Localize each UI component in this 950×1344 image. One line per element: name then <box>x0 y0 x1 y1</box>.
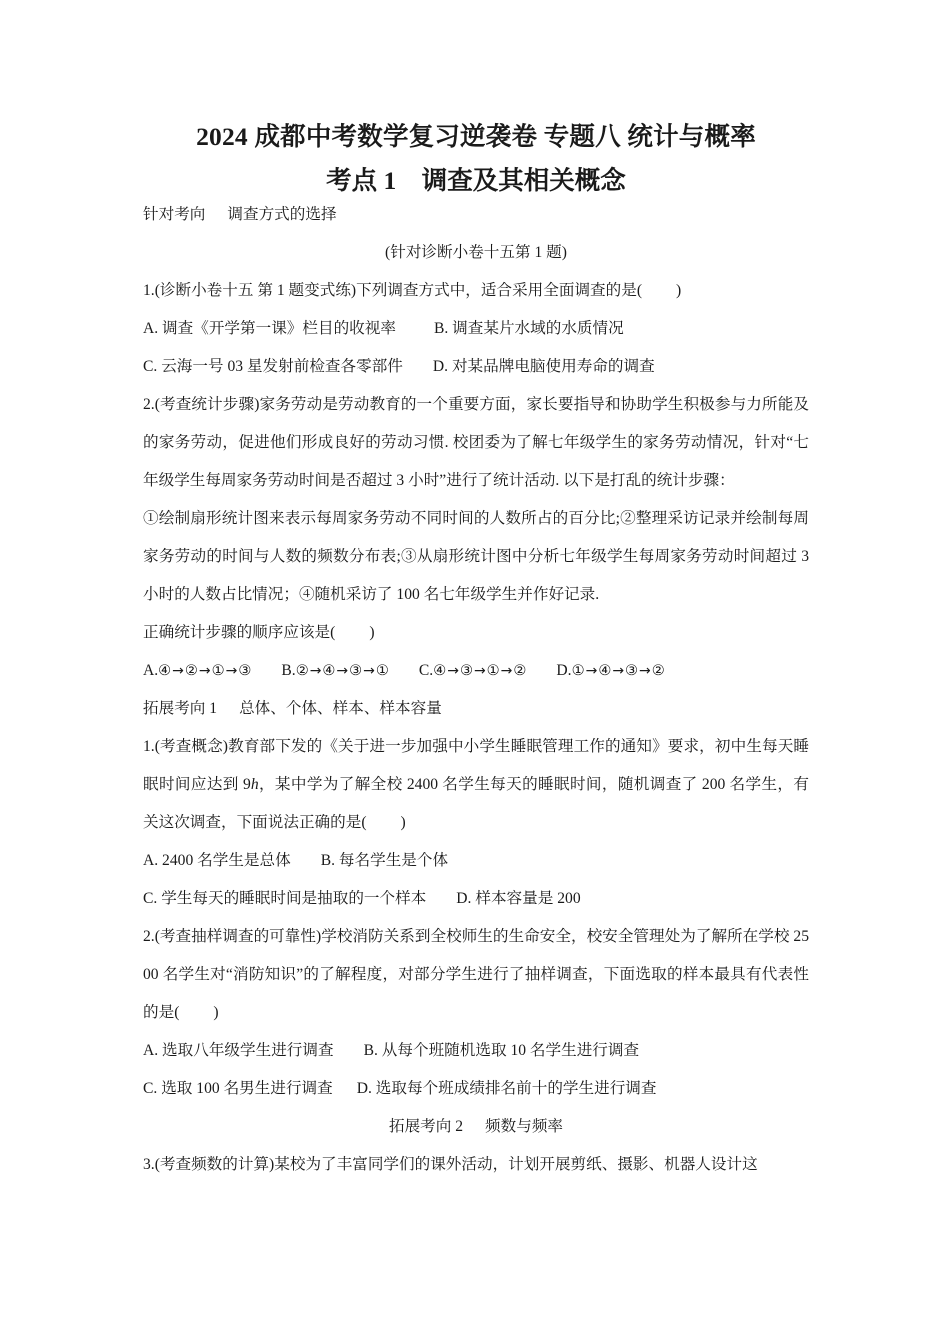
circled-number: ④ <box>322 663 336 680</box>
source-note: (针对诊断小卷十五第 1 题) <box>385 244 567 262</box>
question-number: 2. <box>143 928 155 946</box>
exam-direction-label-1: 针对考向 <box>143 206 206 224</box>
question-1-2-steps: ①绘制扇形统计图来表示每周家务劳动不同时间的人数所占的百分比;②整理采访记录并绘制每周家务劳动的时间与人数的频数分布表;③从扇形统计图中分析七年级学生每周家务劳动时间超过 3 小时的人数占比情况；④随机采访了 100 名七年级学生并作好记录. <box>143 510 809 604</box>
question-tag: (考查抽样调查的可靠性) <box>154 928 322 946</box>
question-body-end: ) <box>213 1004 219 1022</box>
question-tag: (考查概念) <box>154 738 229 756</box>
page-content <box>143 0 809 1184</box>
question-1-1-options-row-2 <box>143 348 809 386</box>
circled-number: ② <box>651 663 665 680</box>
question-number: 3. <box>143 1156 155 1174</box>
option-letter: B. <box>281 662 296 680</box>
exam-direction-heading-1 <box>143 196 809 234</box>
extension-topic-2: 频数与频率 <box>485 1118 564 1136</box>
question-number: 1. <box>143 282 155 300</box>
question-tag: (考查频数的计算) <box>154 1156 275 1174</box>
circled-number: ④ <box>433 663 447 680</box>
question-body-text: 某校为了丰富同学们的课外活动，计划开展剪纸、摄影、机器人设计这 <box>274 1156 758 1174</box>
extension-label-1: 拓展考向 1 <box>143 700 218 718</box>
question-tag: (诊断小卷十五 第 1 题变式练) <box>154 282 357 300</box>
circled-number: ③ <box>459 663 473 680</box>
option-c: C. 学生每天的睡眠时间是抽取的一个样本 <box>143 890 427 908</box>
question-2-3-body <box>143 1146 809 1184</box>
question-number: 1. <box>143 738 155 756</box>
sequence-option-a <box>143 662 251 679</box>
document-title: 2024 成都中考数学复习逆袭卷 专题八 统计与概率 <box>196 122 756 151</box>
option-d: D. 样本容量是 200 <box>456 890 581 908</box>
question-body-pre: 教育部下发的《关于进一步加强中小学生睡眠管理工作的通知》要求，初中生每天睡眠时间应达到 9 <box>143 738 809 794</box>
question-ask-text: 正确统计步骤的顺序应该是( <box>143 624 336 642</box>
circled-number: ④ <box>598 663 612 680</box>
arrow-icon: → <box>473 663 486 680</box>
option-b: B. 每名学生是个体 <box>320 852 449 870</box>
option-c: C. 云海一号 03 星发射前检查各零部件 <box>143 358 403 376</box>
circled-number: ① <box>211 663 225 680</box>
question-1-2-body <box>143 386 809 500</box>
question-2-1-body <box>143 728 809 842</box>
circled-number: ② <box>184 663 198 680</box>
question-1-1-options-row-1 <box>143 310 809 348</box>
sequence-option-b <box>281 662 389 679</box>
arrow-icon: → <box>336 663 349 680</box>
exam-direction-topic-1: 调查方式的选择 <box>227 206 337 224</box>
option-letter: A. <box>143 662 159 680</box>
arrow-icon: → <box>172 663 184 680</box>
option-a: A. 选取八年级学生进行调查 <box>143 1042 334 1060</box>
option-d: D. 选取每个班成绩排名前十的学生进行调查 <box>356 1080 657 1098</box>
option-c: C. 选取 100 名男生进行调查 <box>143 1080 333 1098</box>
question-stem: 下列调查方式中，适合采用全面调查的是( <box>356 282 643 300</box>
question-1-2-sequence-options <box>143 652 809 690</box>
unit-hour-italic: h <box>250 776 259 794</box>
question-1-1 <box>143 272 809 310</box>
extension-label-2: 拓展考向 2 <box>388 1118 464 1136</box>
question-body-text: 家务劳动是劳动教育的一个重要方面，家长要指导和协助学生积极参与力所能及的家务劳动，促进他们形成良好的劳动习惯. 校团委为了解七年级学生的家务劳动情况，针对“七年级学生每周家务劳动时间是否超过 3 小时”进行了统计活动. 以下是打乱的统计步骤： <box>143 396 809 490</box>
arrow-icon: → <box>585 663 598 680</box>
arrow-icon: → <box>500 663 513 680</box>
extension-topic-1: 总体、个体、样本、样本容量 <box>239 700 442 718</box>
option-b: B. 从每个班随机选取 10 名学生进行调查 <box>363 1042 640 1060</box>
circled-number: ② <box>295 663 309 680</box>
circled-number: ④ <box>158 663 172 680</box>
question-number: 2. <box>143 396 155 414</box>
question-body-post: ，某中学为了解全校 2400 名学生每天的睡眠时间，随机调查了 200 名学生，有关这次调查，下面说法正确的是( <box>143 776 809 832</box>
circled-number: ① <box>486 663 500 680</box>
question-ask-end: ) <box>369 624 375 642</box>
circled-number: ③ <box>238 663 252 680</box>
question-body-text: 学校消防关系到全校师生的生命安全，校安全管理处为了解所在学校 2500 名学生对“消防知识”的了解程度，对部分学生进行了抽样调查，下面选取的样本最具有代表性的是( <box>143 928 809 1022</box>
circled-number: ③ <box>625 663 639 680</box>
arrow-icon: → <box>639 663 651 680</box>
question-2-2-options-row-2 <box>143 1070 809 1108</box>
question-2-2-options-row-1 <box>143 1032 809 1070</box>
arrow-icon: → <box>198 663 211 680</box>
option-b: B. 调查某片水域的水质情况 <box>433 320 624 338</box>
question-body-end: ) <box>400 814 406 832</box>
extension-heading-2 <box>143 1108 809 1146</box>
question-1-2-ask <box>143 614 809 652</box>
question-2-1-options-row-1 <box>143 842 809 880</box>
option-letter: C. <box>418 662 434 680</box>
option-d: D. 对某品牌电脑使用寿命的调查 <box>432 358 655 376</box>
sequence-option-d <box>556 662 664 679</box>
circled-number: ③ <box>349 663 363 680</box>
arrow-icon: → <box>225 663 238 680</box>
document-subtitle: 考点 1 调查及其相关概念 <box>326 166 626 196</box>
question-2-2-body <box>143 918 809 1032</box>
arrow-icon: → <box>612 663 625 680</box>
circled-number: ① <box>375 663 389 680</box>
extension-heading-1 <box>143 690 809 728</box>
option-a: A. 2400 名学生是总体 <box>143 852 291 870</box>
arrow-icon: → <box>447 663 459 680</box>
question-2-1-options-row-2 <box>143 880 809 918</box>
question-tag: (考查统计步骤) <box>154 396 260 414</box>
circled-number: ② <box>513 663 527 680</box>
sequence-option-c <box>419 662 527 679</box>
arrow-icon: → <box>309 663 322 680</box>
option-a: A. 调查《开学第一课》栏目的收视率 <box>143 320 396 338</box>
circled-number: ① <box>571 663 585 680</box>
option-letter: D. <box>556 662 572 680</box>
question-stem-end: ) <box>676 282 682 300</box>
arrow-icon: → <box>363 663 375 680</box>
